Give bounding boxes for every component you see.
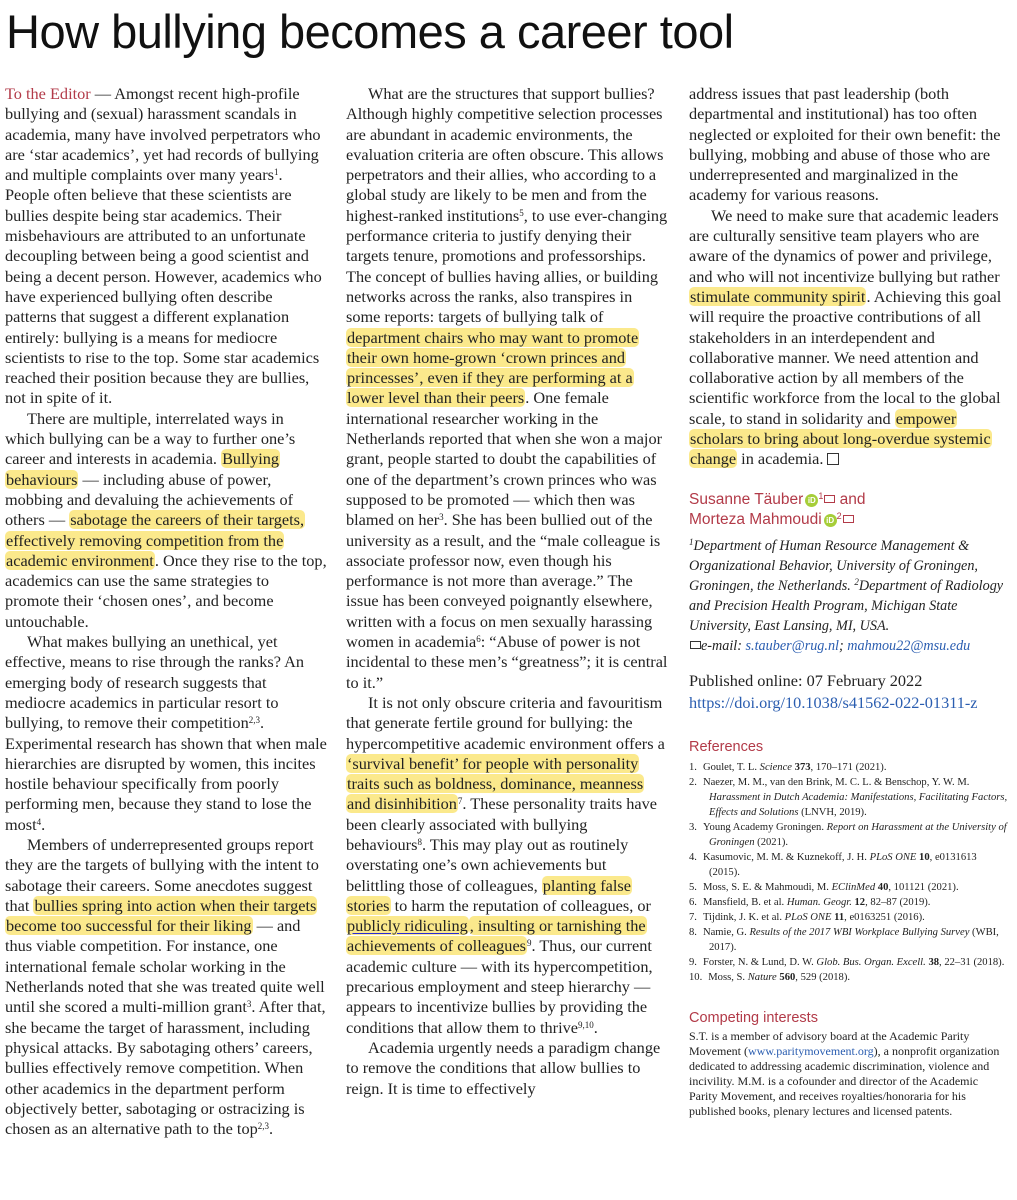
citation[interactable]: 8 <box>417 836 422 847</box>
reference-n: 4. <box>689 851 697 863</box>
highlight: sabotage the careers of their targets, effectively removing competition from the academic environment <box>6 510 305 570</box>
text: . These personality traits have been clearly associated with bullying behaviours <box>346 794 657 854</box>
text: ), a nonprofit organization dedicated to addressing academic discrimination, violence and incivility. M.M. is a cofounder and director of the Academic Parity Movement, and receives royalties/honoraria for his published books, plenary lectures and licensed patents. <box>689 1043 1000 1118</box>
email-icon <box>690 641 701 649</box>
text: It is not only obscure criteria and favouritism that generate fertile ground for bullying: the hypercompetitive academic environment offers a <box>346 692 665 753</box>
reference-rest: , 82–87 (2019). <box>865 896 931 908</box>
citation[interactable]: 2,3 <box>248 715 260 726</box>
reference-rest: (LNVH, 2019). <box>798 806 867 818</box>
text: Members of underrepresented groups report they are the targets of bullying with the intent to sabotage their careers. Some anecdotes suggest that <box>5 834 319 915</box>
reference-n: 2. <box>689 776 697 788</box>
reference-n: 9. <box>689 956 697 968</box>
competing-interests-heading: Competing interests <box>689 1009 818 1026</box>
email-link[interactable]: mahmou22@msu.edu <box>847 637 971 654</box>
reference-pre: Goulet, T. L. <box>702 761 760 773</box>
author-conjunction: and <box>835 490 866 508</box>
reference-it: PLoS ONE <box>784 911 832 923</box>
reference-item[interactable] <box>689 895 1009 910</box>
email-label: e-mail: <box>701 637 746 654</box>
reference-rest: , e0163251 (2016). <box>844 911 925 923</box>
highlight: Bullying behaviours <box>6 449 280 489</box>
reference-pre: Naezer, M. M., van den Brink, M. C. L. & Benschop, Y. W. M. <box>702 776 970 788</box>
text: . After that, she became the target of harassment, including physical attacks. By sabotaging others’ careers, bullies effectively remove competition. When other academics in the department perform objectively better, sabotaging or ostracizing is chosen as an alternative path to the top <box>5 997 326 1139</box>
reference-item[interactable] <box>689 955 1009 970</box>
reference-b: 38 <box>928 956 940 968</box>
orcid-icon[interactable]: iD <box>805 494 818 507</box>
affiliations <box>689 536 1009 656</box>
reference-pre: Young Academy Groningen. <box>702 821 827 833</box>
text: . She has been bullied out of the university as a result, and the “male colleague is associate professor now, even though his performance is not more than average.” The issue has been conveyed poignantly elsewhere, written with a focus on men sexually harassing women in academia <box>346 510 661 652</box>
affiliation-number: 2 <box>854 576 859 587</box>
column-3 <box>689 84 1009 1119</box>
citation[interactable]: 1 <box>274 167 279 178</box>
column-1 <box>5 84 327 1139</box>
reference-n: 7. <box>689 911 697 923</box>
text: — including abuse of power, mobbing and devaluing the achievements of others — <box>5 469 294 530</box>
citation[interactable]: 7 <box>457 796 463 807</box>
author-list <box>689 490 1009 530</box>
orcid-icon[interactable]: iD <box>824 514 837 527</box>
text: . Thus, our current academic culture — with its hypercompetition, precarious employment and steep hierarchy — appears to incentivize bullies by providing the conditions that allow them to thrive <box>346 936 653 1037</box>
highlight: planting false stories <box>347 875 631 915</box>
text: There are multiple, interrelated ways in which bullying can be a way to further one’s career and interests in academia. <box>5 408 296 469</box>
to-the-editor-label: To the Editor <box>5 84 91 103</box>
paragraph-8 <box>689 84 1009 206</box>
text: — Amongst recent high-profile bullying and (sexual) harassment scandals in academia, many have involved perpetrators who are ‘star academics’, yet had records of bullying and multiple complaints over many years <box>5 84 321 185</box>
reference-it: Report on Harassment at the University of Groningen <box>709 821 1007 848</box>
website-link[interactable]: www.paritymovement.org <box>748 1043 874 1058</box>
reference-b: 40 <box>877 881 889 893</box>
citation[interactable]: 3 <box>246 999 252 1010</box>
text: . Achieving this goal will require the proactive contributions of all stakeholders in an interdependent and collaborative manner. We need attention and collaborative action by all members of the scientific workforce from the local to the global scale, to stand in solidarity and <box>689 286 1002 428</box>
reference-pre: Moss, S. E. & Mahmoudi, M. <box>702 881 832 893</box>
reference-pre: Kasumovic, M. M. & Kuznekoff, J. H. <box>702 851 870 863</box>
text: . One female international researcher working in the Netherlands reported that when she won a major grant, people started to doubt the capabilities of one of the department’s crown princes who was supposed to be promoted — which then was blamed on her <box>346 388 663 530</box>
affiliation-text: Department of Human Resource Management & Organizational Behavior, University of Groningen, Groningen, the Netherlands. <box>689 537 978 594</box>
references-list <box>689 760 1009 985</box>
references-heading: References <box>689 738 764 755</box>
reference-it: Results of the 2017 WBI Workplace Bullying Survey <box>749 926 970 938</box>
reference-it: Harassment in Dutch Academia: Manifestations, Facilitating Factors, Effects and Solutions <box>709 791 1008 818</box>
reference-n: 6. <box>689 896 697 908</box>
highlight: department chairs who may want to promote their own home-grown ‘crown princes and princesses’, even if they are performing at a lower level than their peers <box>347 327 639 408</box>
text: . <box>593 1017 598 1037</box>
doi-link[interactable]: https://doi.org/10.1038/s41562-022-01311-z <box>689 692 978 712</box>
reference-b: 373 <box>794 761 811 773</box>
email-icon[interactable] <box>824 495 835 503</box>
citation[interactable]: 4 <box>36 816 42 827</box>
reference-it: Science <box>759 761 792 773</box>
affiliation-number: 1 <box>818 490 824 501</box>
citation[interactable]: 6 <box>476 634 481 645</box>
highlight: stimulate community spirit <box>690 286 866 306</box>
reference-it: EClinMed <box>831 881 876 893</box>
reference-item[interactable] <box>689 820 1009 850</box>
text: in academia. <box>737 449 824 469</box>
citation[interactable]: 9 <box>527 938 532 949</box>
text: : “Abuse of power is not incidental to these men’s “greatness”; it is central to it.” <box>346 632 668 692</box>
reference-rest: , 170–171 (2021). <box>810 761 887 773</box>
citation[interactable]: 5 <box>519 207 524 218</box>
text: . <box>268 1119 274 1139</box>
text: — and thus viable competition. For instance, one international female scholar working in the Netherlands noted that she was treated quite well until she scored a multi-million grant <box>5 916 325 1017</box>
email-icon[interactable] <box>843 515 854 523</box>
competing-interests-text <box>689 1029 1009 1119</box>
text: . This may play out as routinely overstating one’s own achievements but belittling those of colleagues, <box>346 834 629 895</box>
reference-b: 12 <box>854 896 866 908</box>
article-title: How bullying becomes a career tool <box>6 5 734 58</box>
reference-rest: , 22–31 (2018). <box>939 956 1005 968</box>
reference-it: Glob. Bus. Organ. Excell. <box>816 956 926 968</box>
highlight: ‘survival benefit’ for people with personality traits such as boldness, dominance, meanness and disinhibition <box>347 753 644 814</box>
reference-b: 10 <box>919 851 930 863</box>
paragraph-2 <box>5 409 327 632</box>
reference-b: 560 <box>779 971 796 983</box>
reference-n: 3. <box>689 821 697 833</box>
reference-item[interactable] <box>689 775 1009 820</box>
paragraph-9 <box>689 206 1009 470</box>
affiliation-text: Department of Radiology and Precision Health Program, Michigan State University, East Lansing, MI, USA. <box>689 577 1004 634</box>
reference-rest: , 529 (2018). <box>795 971 851 983</box>
text: . People often believe that these scientists are bullies despite being star academics. Their misbehaviours are attributed to an unfortunate decoupling between being a good scientist and being a decent person. However, academics who have experienced bullying often describe patterns that suggest a different explanation entirely: bullying is a means for mediocre scientists to rise to the top. Some star academics reached their position because they are bullies, not in spite of it. <box>5 165 322 408</box>
reference-item[interactable] <box>689 910 1009 925</box>
paragraph-4 <box>5 835 327 1139</box>
text: . <box>41 814 46 834</box>
text: We need to make sure that academic leaders are culturally sensitive team players who are aware of the dynamics of power and privilege, and who will not incentivize bullying but rather <box>689 205 1000 286</box>
reference-item[interactable] <box>689 970 1009 985</box>
reference-pre: Moss, S. <box>708 971 748 983</box>
reference-item[interactable] <box>689 760 1009 775</box>
affiliation-number: 1 <box>689 536 694 547</box>
author-name[interactable]: Morteza Mahmoudi <box>689 510 822 528</box>
end-of-article-icon <box>827 453 839 465</box>
reference-pre: Forster, N. & Lund, D. W. <box>702 956 817 968</box>
text: . Experimental research has shown that when male hierarchies are disrupted by women, this incites hostile behaviour specifically from poorly performing men, because they stand to lose the most <box>5 713 327 834</box>
published-date: Published online: 07 February 2022 <box>689 670 923 690</box>
citation[interactable]: 2,3 <box>257 1121 269 1132</box>
reference-rest: , e0131613 (2015). <box>709 851 977 878</box>
reference-rest: (2021). <box>754 836 789 848</box>
text: What are the structures that support bullies? Although highly competitive selection processes are abundant in academic environments, the evaluation criteria are often obscure. This allows perpetrators and their allies, who according to a global study are likely to be men and from the highest-ranked institutions <box>346 84 664 225</box>
text: , to use ever-changing performance criteria to justify denying their targets tenure, promotions and professorships. The concept of bullies having allies, or building networks across the ranks, also transpires in some reports: targets of bullying talk of <box>346 205 668 327</box>
text: Academia urgently needs a paradigm change to remove the conditions that allow bullies to reign. It is time to effectively <box>346 1037 661 1098</box>
email-link[interactable]: s.tauber@rug.nl <box>745 637 839 654</box>
email-separator: ; <box>838 637 848 654</box>
text: What makes bullying an unethical, yet effective, means to rise through the ranks? An emerging body of research suggests that mediocre academics in particular resort to bullying, to remove their competition <box>5 632 305 733</box>
text: S.T. is a member of advisory board at the Academic Parity Movement ( <box>689 1028 970 1058</box>
reference-pre: Mansfield, B. et al. <box>702 896 787 908</box>
affiliation-number: 2 <box>836 510 842 521</box>
column-2 <box>346 84 668 1099</box>
paragraph-7 <box>346 1038 668 1099</box>
text: . Once they rise to the top, academics can use the same strategies to promote their ‘chosen ones’, and become untouchable. <box>5 550 327 631</box>
paragraph-5 <box>346 84 668 693</box>
reference-it: Nature <box>747 971 777 983</box>
text: address issues that past leadership (both departmental and institutional) has too often neglected or exploited for their own benefit: the bullying, mobbing and abuse of those who are underrepresented and marginalized in the academy for various reasons. <box>689 84 1001 205</box>
highlight: empower scholars to bring about long-overdue systemic change <box>690 408 991 469</box>
citation[interactable]: 9,10 <box>577 1019 594 1030</box>
paragraph-6 <box>346 693 668 1038</box>
citation[interactable]: 3 <box>439 512 444 523</box>
reference-n: 8. <box>689 926 697 938</box>
reference-n: 10. <box>689 971 703 983</box>
reference-it: Human. Geogr. <box>786 896 852 908</box>
text: to harm the reputation of colleagues, or <box>390 895 651 915</box>
reference-n: 1. <box>689 761 697 773</box>
highlight-underlined: publicly ridiculing <box>347 916 468 936</box>
reference-pre: Tijdink, J. K. et al. <box>702 911 785 923</box>
reference-item[interactable] <box>689 925 1009 955</box>
highlight: , insulting or tarnishing the achievements of colleagues <box>347 916 646 956</box>
reference-rest: , 101121 (2021). <box>888 881 959 893</box>
paragraph-3 <box>5 632 327 835</box>
reference-b: 11 <box>834 911 845 923</box>
reference-n: 5. <box>689 881 697 893</box>
highlight: bullies spring into action when their targets become too successful for their liking <box>6 895 317 936</box>
reference-it: PLoS ONE <box>869 851 917 863</box>
author-name[interactable]: Susanne Täuber <box>689 490 804 508</box>
reference-item[interactable] <box>689 850 1009 880</box>
reference-rest: (WBI, 2017). <box>709 926 999 953</box>
reference-pre: Namie, G. <box>702 926 750 938</box>
reference-item[interactable] <box>689 880 1009 895</box>
paragraph-1 <box>5 84 327 409</box>
